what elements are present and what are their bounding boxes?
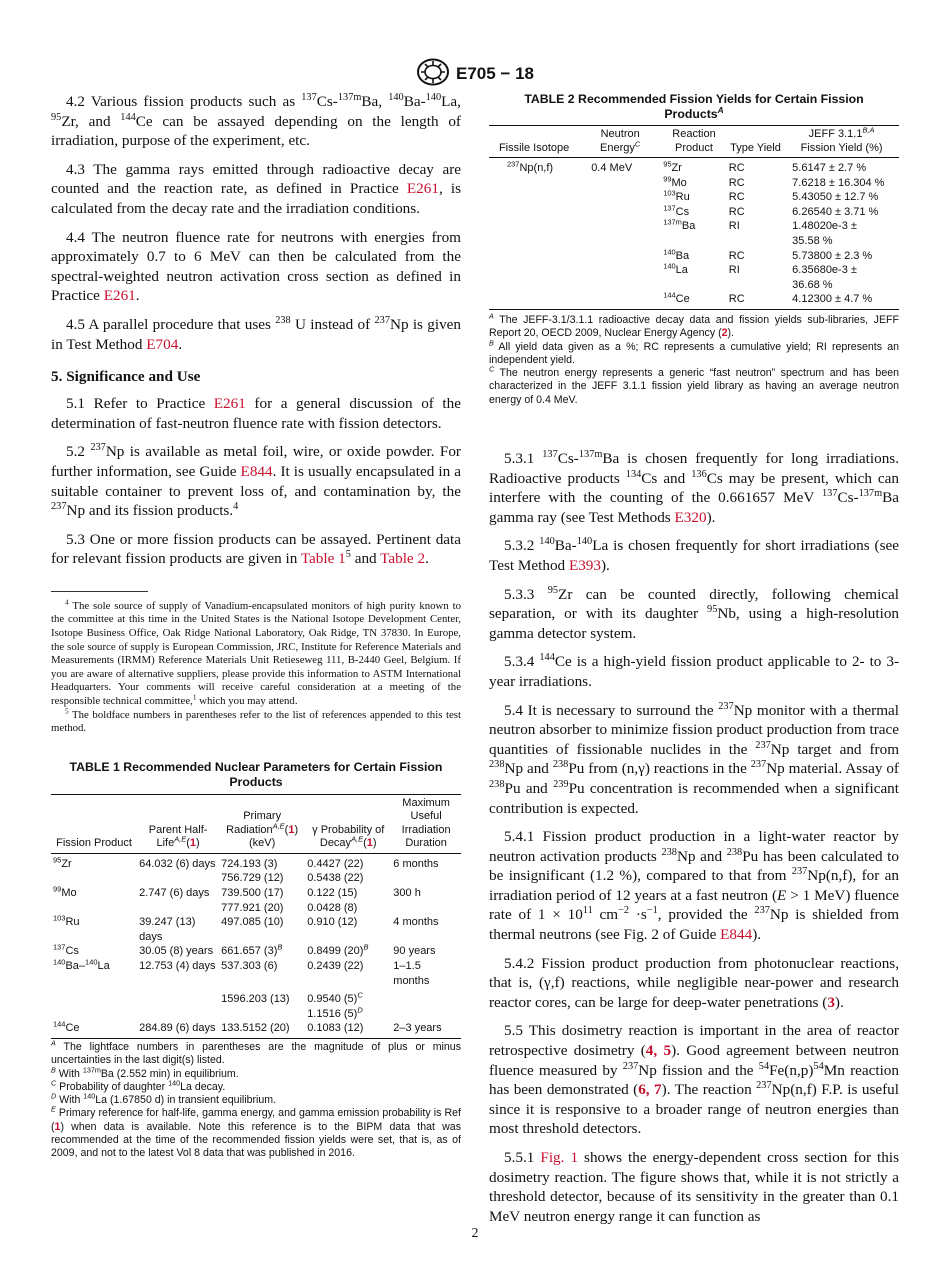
link-e844[interactable]: E844 [720, 926, 753, 944]
ref-link-3[interactable]: 3 [827, 993, 835, 1011]
table-row: $^{103}$Ru RC 5.43050 ± 12.7 % [663, 188, 879, 204]
table-2-block [489, 92, 899, 407]
table-1-header: Fission Product [51, 794, 137, 853]
table-1-header: Parent Half-Life$^{A,E}$(1) [137, 794, 219, 853]
right-column [489, 92, 899, 1235]
table-row: 756.729 (12) 0.5438 (22) [221, 872, 364, 885]
table-1-note: $^A$ The lightface numbers in parentheses are the magnitude of plus or minus uncertainties in the last digit(s) listed. [51, 1038, 461, 1067]
table-row: 777.921 (20) 0.0428 (8) [221, 901, 358, 914]
para-5-3-2: 5.3.2 $^{140}$Ba-$^{140}$La is chosen frequently for short irradiations (see Test Method E393). [489, 536, 899, 574]
page-header [0, 58, 950, 91]
ref-link-6-7[interactable]: 6, 7 [638, 1081, 662, 1099]
table-1-caption: TABLE 1 Recommended Nuclear Parameters for Certain Fission Products [69, 759, 443, 789]
para-5-4-1: 5.4.1 Fission product production in a light-water reactor by neutron activation products $^{238}$Np and $^{238}$Pu has been calculated to be insignificant (1.2 %), compared to that from $^{237}$Np(n,f), for an irradiation period of 12 years at a fast neutron (E > 1 MeV) fluence rate of $1 \times 10^{11}$ $cm^{-2} \cdot s^{-1}$, provided the $^{237}$Np is shielded from thermal neutrons (see Fig. 2 of Guide E844). [489, 828, 900, 944]
section-heading: 5. Significance and Use [51, 368, 201, 386]
para-5-3-3: 5.3.3 $^{95}$Zr can be counted directly, following chemical separation, or with its daughter $^{95}$Nb, using a high-resolution gamma detector system. [489, 584, 900, 642]
table-row: $^{140}$Ba RC 5.73800 ± 2.3 % [663, 246, 873, 262]
footnote-ref-4[interactable]: 4 [233, 501, 239, 513]
table-2-note: $^A$ The JEFF-3.1/3.1.1 radioactive decay data and fission yields sub-libraries, JEFF Report 20, OECD 2009, Nuclear Energy Agency (2). [489, 311, 899, 340]
table-row: $^{137}$Cs RC 6.26540 ± 3.71 % [663, 203, 879, 218]
table-2-caption: TABLE 2 Recommended Fission Yields for Certain Fission Products$^A$ [524, 92, 864, 121]
ref-link-2[interactable]: 2 [721, 327, 728, 340]
table-row: $^{95}$Zr 64.032 (6) days 724.193 (3) 0.4427 (22) 6 months [53, 855, 439, 870]
table-2-note: $^B$ All yield data given as a %; RC represents a cumulative yield; RI represents an independent yield. [489, 338, 899, 366]
table-2-header: Type Yield [727, 126, 784, 158]
link-table-2[interactable]: Table 2 [380, 550, 426, 568]
table-row: 1596.203 (13) 0.9540 $(5)^C$ 1.1516 $(5)^D$ [221, 990, 363, 1020]
ref-link-4-5[interactable]: 4, 5 [645, 1042, 672, 1060]
table-row: $^{103}$Ru 39.247 (13) days 497.085 (10) 0.910 (12) 4 months [53, 913, 439, 943]
footnote-divider [51, 591, 148, 592]
para-5-4-2: 5.4.2 Fission product production from photonuclear reactions, that is, (γ,f) reactions, while negligible near-power and research reactor cores, can be large for deep-water penetrations (3). [489, 954, 899, 1011]
table-2-header: Reaction Product [661, 126, 727, 158]
document-designation: E705 − 18 [456, 63, 534, 83]
table-row: $^{140}$La RI 6.35680e-3 ± 36.68 % [663, 261, 857, 291]
para-5-3: 5.3 One or more fission products can be assayed. Pertinent data for relevant fission products are given in Table $1^5$ and Table 2. [51, 530, 461, 568]
link-table-1[interactable]: Table 1 [300, 550, 346, 568]
table-row: $^{137}$Cs 30.05 (8) years 661.657 $(3)^B$ 0.8499 $(20)^B$ 90 years [53, 942, 436, 958]
table-1-header: Primary Radiation$^{A,E}$(1) (keV) [219, 794, 305, 853]
link-e261[interactable]: E261 [103, 287, 136, 305]
table-row: $^{144}$Ce 284.89 (6) days 133.5152 (20) 0.1083 (12) 2–3 years [51, 1021, 461, 1038]
footnote-4: $^4$ The sole source of supply of Vanadium-encapsulated monitors of high purity known to the committee at this time in the United States is the National Isotope Development Center, Isotope Business Office, Oak Ridge National Laboratory, Oak Ridge, TN 37830. In Europe, the sole source of supply is European Commission, JRC, Institute for Reference Materials and Measurements (IRMM) Reference Materials Unit Retieseweg 111, B-2440 Geel, Belgium. If you are aware of alternative suppliers, please provide this information to ASTM International Headquarters. Your comments will receive careful consideration at a meeting of the responsible technical committee,$^1$ which you may attend. [51, 597, 461, 708]
para-5-3-4: 5.3.4 $^{144}$Ce is a high-yield fission product applicable to 2- to 3-year irradiations. [489, 652, 900, 690]
para-4-3: 4.3 The gamma rays emitted through radioactive decay are counted and the reaction rate, as defined in Practice E261, is calculated from the decay rate and the irradiation conditions. [51, 160, 461, 217]
table-1-header: Maximum Useful Irradiation Duration [391, 794, 461, 853]
para-5-2: 5.2 $^{237}$Np is available as metal foil, wire, or oxide powder. For further information, see Guide E844. It is usually encapsulated in a suitable container to prevent loss of, and contamination by, the $^{237}$Np and its fission products.$^4$ [51, 442, 461, 520]
table-row: $^{144}$Ce RC 4.12300 ± 4.7 % [489, 292, 899, 309]
table-2-note: $^C$ The neutron energy represents a generic “fast neutron” spectrum and has been characterized in the JEFF 3.1.1 fission yield library as having an average neutron energy of 0.4 MeV. [489, 364, 899, 406]
left-column [51, 92, 461, 1161]
table-1-note: $^E$ Primary reference for half-life, gamma energy, and gamma emission probability is Ref (1) when data is available. Note this reference is to the BIPM data that was recommended at the time of the recommended fission yields were set, that is, as of 2009, and not to the latest Vol 8 data that was published in 2016. [51, 1104, 461, 1160]
para-5-5: 5.5 This dosimetry reaction is important in the area of reactor retrospective dosimetry (4, 5). Good agreement between neutron fluence measured by $^{237}$Np fission and the $^{54}Fe(n,p)^{54}Mn$ reaction has been demonstrated (6, 7). The reaction $^{237}$Np(n,f) F.P. is useful since it is responsive to a broader range of neutron energies than most threshold detectors. [489, 1022, 900, 1138]
table-row: $^{237}$Np(n,f) 0.4 MeV $^{95}$Zr RC 5.6147 ± 2.7 % [507, 159, 867, 174]
table-row: $^{99}$Mo RC 7.6218 ± 16.304 % [663, 173, 885, 189]
table-1 [51, 794, 461, 1039]
table-2-header: Fissile Isotope [489, 126, 579, 158]
table-1-note: $^D$ With $^{140}$La (1.67850 d) in transient equilibrium. [51, 1091, 277, 1107]
table-2-header: Neutron Energy$^C$ [579, 126, 661, 158]
table-2-header: JEFF $3.1.1^{B,A}$ Fission Yield (%) [784, 126, 899, 158]
footnote-ref-5[interactable]: 5 [345, 549, 351, 561]
para-4-5: 4.5 A parallel procedure that uses $^{238}$ U instead of $^{237}$Np is given in Test Method E704. [51, 314, 461, 353]
link-e393[interactable]: E393 [568, 556, 601, 574]
table-1-note: $^B$ With $^{137m}$Ba (2.552 min) in equilibrium. [51, 1065, 239, 1080]
table-row: $^{140}$Ba–$^{140}$La 12.753 (4) days 537.303 (6) 0.2439 (22) 1–1.5 months [53, 957, 430, 987]
table-2 [489, 125, 899, 310]
para-4-4: 4.4 The neutron fluence rate for neutrons with energies from approximately 0.7 to 6 MeV can then be calculated from the spectral-weighted neutron activation cross section as defined in Practice E261. [51, 228, 461, 305]
link-fig-1[interactable]: Fig. 1 [540, 1149, 579, 1167]
table-row: $^{99}$Mo 2.747 (6) days 739.500 (17) 0.122 (15) 300 h [53, 884, 421, 899]
page-number: 2 [471, 1226, 479, 1241]
para-5-3-1: 5.3.1 $^{137}$Cs-$^{137m}$Ba is chosen frequently for long irradiations. Radioactive products $^{134}$Cs and $^{136}$Cs may be present, which can interfere with the counting of the 0.661657 MeV $^{137}$Cs-$^{137m}$Ba gamma ray (see Test Methods E320). [489, 448, 899, 526]
link-e261[interactable]: E261 [213, 395, 246, 413]
footnote-5: $^5$ The boldface numbers in parentheses refer to the list of references appended to this test method. [51, 706, 461, 735]
para-5-4: 5.4 It is necessary to surround the $^{237}$Np monitor with a thermal neutron absorber to minimize fission product production from trace quantities of fissionable nuclides in the $^{237}$Np target and from $^{238}$Np and $^{238}$Pu from (n,γ) reactions in the $^{237}$Np material. Assay of $^{238}$Pu and $^{239}$Pu concentration is recommended when a significant contribution is expected. [489, 700, 900, 817]
para-5-5-1: 5.5.1 Fig. 1 shows the energy-dependent cross section for this dosimetry reaction. The figure shows that, while it is not strictly a threshold detector, because of its sensitivity in the greater than 0.1 MeV neutron energy range it can function as [489, 1149, 900, 1225]
link-e704[interactable]: E704 [146, 335, 179, 353]
link-e844[interactable]: E844 [240, 462, 273, 480]
table-row: $^{137m}$Ba RI 1.48020e-3 ± 35.58 % [663, 217, 857, 247]
ref-link-1[interactable]: 1 [54, 1120, 61, 1133]
link-e261[interactable]: E261 [406, 180, 439, 198]
astm-logo-icon [416, 58, 450, 91]
link-e320[interactable]: E320 [674, 508, 707, 526]
para-4-2: 4.2 Various fission products such as $^{137}$Cs-$^{137m}$Ba, $^{140}$Ba-$^{140}$La, $^{95}$Zr, and $^{144}$Ce can be assayed depending on the length of irradiation, purpose of the experiment, etc. [51, 91, 461, 150]
para-5-1: 5.1 Refer to Practice E261 for a general discussion of the determination of fast-neutron fluence rate with fission detectors. [51, 395, 461, 432]
table-1-note: $^C$ Probability of daughter $^{140}$La decay. [51, 1078, 226, 1093]
table-1-block [51, 760, 461, 1161]
table-1-header: γ Probability of Decay$^{A,E}$(1) [305, 794, 391, 853]
